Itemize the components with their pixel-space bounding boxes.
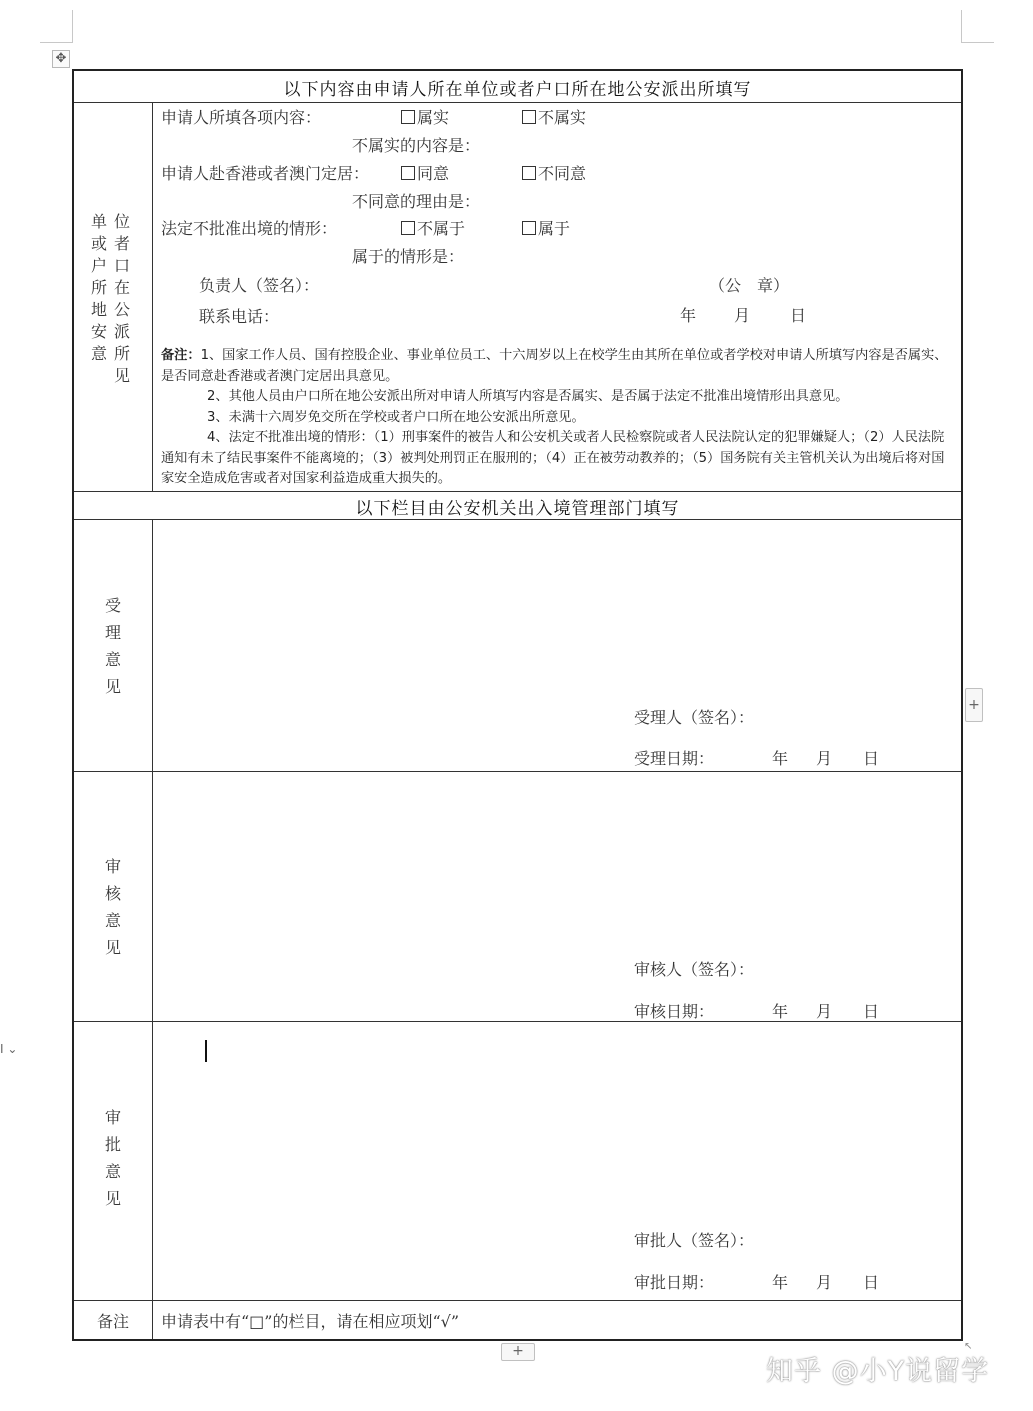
column-divider: [152, 519, 153, 1339]
rule: [74, 102, 961, 103]
add-column-button[interactable]: +: [965, 688, 983, 722]
q3-option-not-applicable[interactable]: 不属于: [401, 216, 465, 239]
approve-signer: 审批人（签名）：: [634, 1231, 755, 1250]
note-3: 3、未满十六周岁免交所在学校或者户口所在地公安派出所意见。: [207, 409, 585, 425]
table-move-handle-icon[interactable]: ✥: [52, 50, 70, 68]
q2-followup: 不同意的理由是：: [352, 192, 481, 211]
accept-date: 受理日期：: [634, 749, 715, 768]
approve-opinion-label: 审批意见: [104, 1108, 121, 1208]
note-1: 备注：1、国家工作人员、国有控股企业、事业单位员工、十六周岁以上在校学生由其所在单位或者学校对申请人所填写内容是否属实、是否同意赴香港或者澳门定居出具意见。: [161, 348, 948, 384]
accept-date-day: 日: [863, 749, 880, 768]
crop-mark-top-left: [40, 10, 73, 43]
q3-label: 法定不批准出境的情形：: [161, 219, 338, 238]
approve-date: 审批日期：: [634, 1273, 715, 1292]
accept-date-month: 月: [816, 749, 833, 768]
text-cursor-marker-icon: I ⌄: [0, 1042, 18, 1056]
review-signer: 审核人（签名）：: [634, 960, 755, 979]
crop-mark-top-right: [961, 10, 994, 43]
checkbox-false[interactable]: [522, 110, 536, 124]
application-form-table: [72, 69, 963, 1341]
rule: [74, 491, 961, 492]
accept-opinion-label: 受理意见: [104, 596, 121, 696]
note-2: 2、其他人员由户口所在地公安派出所对申请人所填写内容是否属实、是否属于法定不批准出境情形出具意见。: [207, 389, 849, 404]
contact-phone: 联系电话：: [199, 307, 280, 326]
q2-label: 申请人赴香港或者澳门定居：: [161, 164, 370, 183]
q1-option-true[interactable]: 属实: [401, 105, 449, 128]
checkbox-applicable[interactable]: [522, 221, 536, 235]
review-date: 审核日期：: [634, 1002, 715, 1021]
q1-label: 申请人所填各项内容：: [161, 108, 322, 127]
review-date-year: 年: [772, 1002, 789, 1021]
unit-opinion-label-col2: 位者口在公派所见: [113, 212, 130, 385]
review-date-month: 月: [816, 1002, 833, 1021]
accept-signer: 受理人（签名）：: [634, 708, 755, 727]
section1-header: 以下内容由申请人所在单位或者户口所在地公安派出所填写: [283, 80, 752, 100]
remark-label: 备注: [96, 1312, 129, 1331]
date-month: 月: [734, 306, 751, 325]
approve-date-month: 月: [816, 1273, 833, 1292]
rule: [74, 519, 961, 520]
q3-option-applicable[interactable]: 属于: [522, 216, 570, 239]
rule: [74, 771, 961, 772]
text-cursor: [205, 1040, 207, 1062]
checkbox-disagree[interactable]: [522, 166, 536, 180]
add-row-button[interactable]: +: [501, 1343, 535, 1361]
remark-text: 申请表中有“□”的栏目，请在相应项划“√”: [161, 1312, 460, 1331]
q3-followup: 属于的情形是：: [352, 247, 465, 266]
section2-header: 以下栏目由公安机关出入境管理部门填写: [355, 499, 680, 519]
section1-notes: [161, 346, 956, 490]
q1-followup: 不属实的内容是：: [352, 136, 481, 155]
table-resize-handle-icon[interactable]: ↖: [964, 1341, 973, 1352]
checkbox-not-applicable[interactable]: [401, 221, 415, 235]
review-opinion-label: 审核意见: [104, 857, 121, 957]
q1-option-false[interactable]: 不属实: [522, 105, 586, 128]
rule: [74, 1300, 961, 1301]
column-divider: [152, 102, 153, 491]
responsible-signature: 负责人（签名）：: [199, 276, 320, 295]
zhihu-watermark: 知乎 @小Y说留学: [766, 1356, 990, 1387]
unit-opinion-label-col1: 单或户所地安意: [90, 212, 107, 363]
approve-date-year: 年: [772, 1273, 789, 1292]
checkbox-true[interactable]: [401, 110, 415, 124]
q2-option-disagree[interactable]: 不同意: [522, 161, 586, 184]
note-4: 4、法定不批准出境的情形：（1）刑事案件的被告人和公安机关或者人民检察院或者人民法院认定的犯罪嫌疑人；（2）人民法院通知有未了结民事案件不能离境的；（3）被判处刑罚正在服刑的；（4）正在被劳动教养的；（5）国务院有关主管机关认为出境后将对国家安全造成危害或者对国家利益造成重大损失的。: [161, 430, 945, 486]
date-day: 日: [790, 306, 807, 325]
checkbox-agree[interactable]: [401, 166, 415, 180]
official-seal: （公 章）: [709, 276, 790, 295]
date-year: 年: [680, 306, 697, 325]
q2-option-agree[interactable]: 同意: [401, 161, 449, 184]
approve-date-day: 日: [863, 1273, 880, 1292]
review-date-day: 日: [863, 1002, 880, 1021]
accept-date-year: 年: [772, 749, 789, 768]
